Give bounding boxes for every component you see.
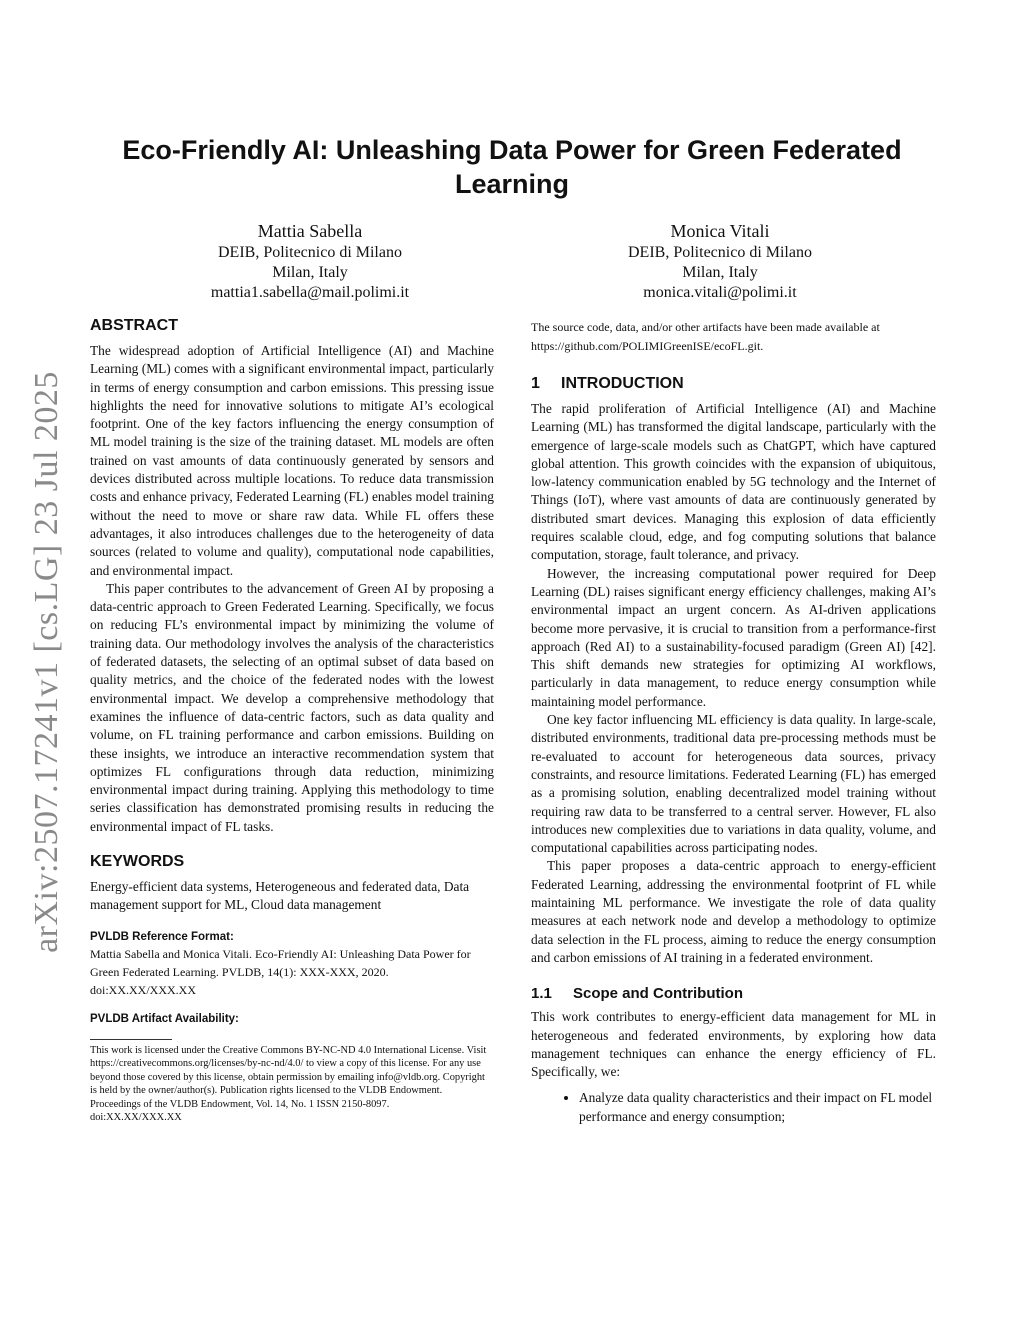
author-affiliation: DEIB, Politecnico di Milano [628, 244, 812, 261]
scope-heading [531, 985, 936, 1002]
section-title: INTRODUCTION [561, 375, 684, 392]
introduction-heading [531, 374, 936, 394]
keywords-text: Energy-efficient data systems, Heterogeneous and federated data, Data management support for ML, Cloud data management [90, 879, 470, 913]
author-block-1 [100, 219, 520, 303]
keywords-heading: KEYWORDS [90, 853, 185, 871]
proceedings-footnote: Proceedings of the VLDB Endowment, Vol. 14, No. 1 ISSN 2150-8097. [90, 1098, 390, 1110]
author-location: Milan, Italy [272, 264, 348, 281]
author-email: monica.vitali@polimi.it [643, 284, 797, 301]
author-name: Mattia Sabella [257, 221, 363, 241]
doi-footnote: doi:XX.XX/XXX.XX [90, 1112, 182, 1124]
subsection-number: 1.1 [531, 985, 552, 1003]
reference-format-text: Mattia Sabella and Monica Vitali. Eco-Friendly AI: Unleashing Data Power for Green Federated Learning. PVLDB, 14(1): XXX-XXX, 2020. [90, 946, 471, 979]
abstract-heading: ABSTRACT [90, 317, 178, 334]
intro-paragraph-2: However, the increasing computational power required for Deep Learning (DL) raises significant energy efficiency challenges, making AI’s environmental impact an urgent concern. As AI-driven applications become more pervasive, it is crucial to transition from a performance-first approach (Red AI) to a sustainability-focused paradigm (Green AI) [42]. This shift demands new strategies for optimizing AI workflows, particularly in data management, to reduce energy consumption while maintaining model performance. [531, 565, 936, 709]
contribution-list [531, 1089, 936, 1126]
author-block-2 [510, 219, 930, 303]
subsection-title: Scope and Contribution [573, 985, 743, 1003]
footnote-divider [90, 1039, 172, 1040]
abstract-paragraph-2: This paper contributes to the advancement of Green AI by proposing a data-centric approach to Green Federated Learning. Specifically, we focus on reducing FL’s environmental impact by minimizing the volume of training data. Our methodology involves the analysis of the characteristics of federated datasets, the selecting of an optimal subset of data based on quality metrics, and the choice of the federated nodes with the lowest environmental impact. We develop a comprehensive methodology that examines the influence of data-centric factors, such as data quality and volume, on FL training performance and carbon emissions. Building on these insights, we introduce an interactive recommendation system that optimizes FL configurations through data reduction, minimizing environmental impact during training. Applying this methodology to time series classification has demonstrated promising results in reducing the environmental impact of FL tasks. [90, 580, 494, 834]
author-email: mattia1.sabella@mail.polimi.it [210, 284, 410, 301]
reference-format-heading: PVLDB Reference Format: [90, 930, 234, 943]
author-name: Monica Vitali [670, 221, 770, 241]
artifact-text: The source code, data, and/or other artifacts have been made available at https://github.com/POLIMIGreenISE/ecoFL.git. [531, 320, 880, 353]
scope-paragraph-1: This work contributes to energy-efficient data management for ML in heterogeneous and federated environments, by exploring how data management techniques can enhance the energy efficiency of FL. Specifically, we: [531, 1009, 936, 1080]
left-column [90, 316, 494, 1125]
intro-paragraph-4: This paper proposes a data-centric approach to energy-efficient Federated Learning, addressing the environmental footprint of FL while maintaining ML performance. We investigate the role of data quality measures at each network node and develop a methodology to optimize data selection in the FL process, aiming to reduce the energy consumption and carbon emissions of AI training in a federated environment. [531, 858, 936, 965]
right-column [531, 316, 936, 1126]
license-footnote: This work is licensed under the Creative Commons BY-NC-ND 4.0 International License. Visit https://creativecommons.org/licenses/by-nc-nd/4.0/ to view a copy of this license. For any use beyond those covered by this license, obtain permission by emailing info@vldb.org. Copyright is held by the owner/author(s). Publication rights licensed to the VLDB Endowment. [90, 1044, 487, 1097]
artifact-heading: PVLDB Artifact Availability: [90, 1012, 239, 1025]
intro-paragraph-3: One key factor influencing ML efficiency is data quality. In large-scale, distributed environments, traditional data pre-processing methods must be re-evaluated to account for heterogeneous data sources, privacy constraints, and resource limitations. Federated Learning (FL) has emerged as a promising solution, enabling decentralized model training without requiring raw data to be transferred to a central server. However, FL also introduces new complexities due to variations in data quality, volume, and computational capabilities across participating nodes. [531, 712, 936, 856]
intro-paragraph-1: The rapid proliferation of Artificial Intelligence (AI) and Machine Learning (ML) has transformed the digital landscape, particularly with the emergence of large-scale models such as ChatGPT, which have captured global attention. This growth coincides with the expansion of ubiquitous, low-latency communication enabled by 5G technology and the Internet of Things (IoT), where vast amounts of data are continuously generated by distributed smart devices. Managing this explosion of data efficiently requires scalable cloud, edge, and fog computing solutions that balance computation, storage, fault tolerance, and privacy. [531, 401, 936, 563]
list-item: • Analyze data quality characteristics and their impact on FL model performance and energy consumption; [579, 1089, 936, 1126]
author-location: Milan, Italy [682, 264, 758, 281]
section-number: 1 [531, 375, 540, 392]
reference-format-doi: doi:XX.XX/XXX.XX [90, 982, 196, 997]
author-affiliation: DEIB, Politecnico di Milano [218, 244, 402, 261]
paper-title: Eco-Friendly AI: Unleashing Data Power for Green Federated Learning [122, 135, 902, 199]
arxiv-side-stamp: arXiv:2507.17241v1 [cs.LG] 23 Jul 2025 [28, 371, 65, 953]
abstract-paragraph-1: The widespread adoption of Artificial Intelligence (AI) and Machine Learning (ML) comes with a significant environmental impact, particularly in terms of energy consumption and carbon emissions. This pressing issue highlights the need for innovative solutions to mitigate AI’s ecological footprint. One of the key factors influencing the energy consumption of ML model training is the size of the training dataset. ML models are often trained on vast amounts of data continuously generated by sensors and devices distributed across multiple locations. To reduce data transmission costs and enhance privacy, Federated Learning (FL) enables model training without the need to move or share raw data. While FL offers these advantages, it also introduces challenges due to the heterogeneity of data sources (related to volume and quality), computational node capabilities, and environmental impact. [90, 343, 494, 578]
